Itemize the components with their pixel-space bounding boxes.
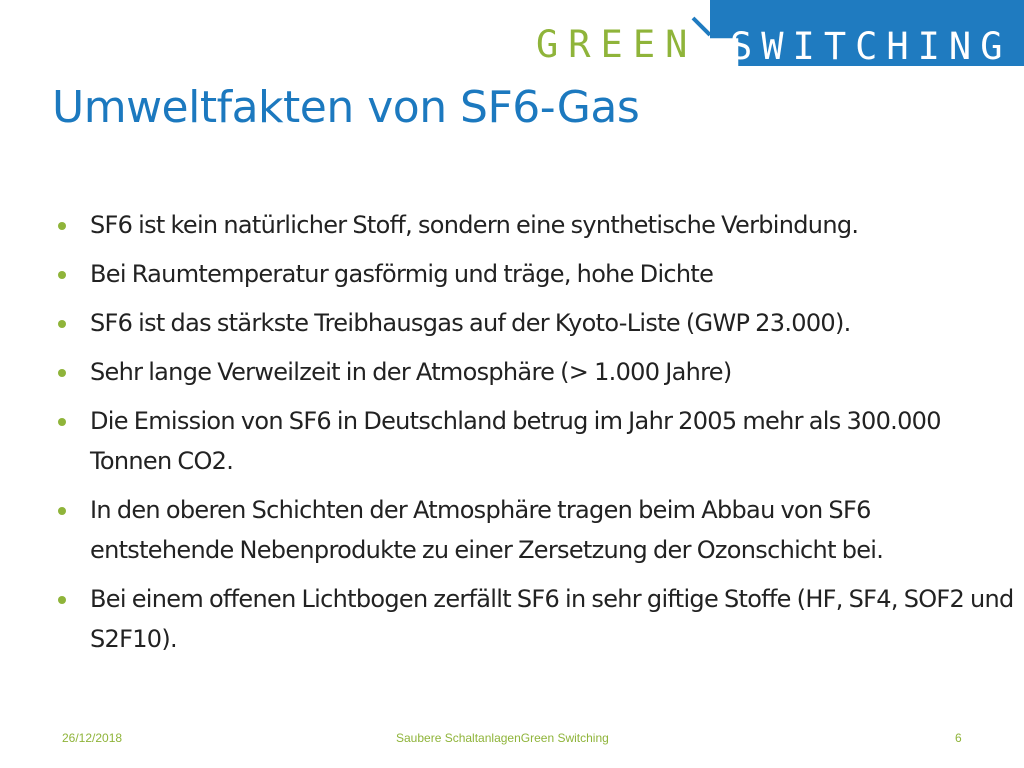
bullet-item — [58, 205, 1018, 245]
bullet-list — [58, 205, 1018, 668]
bullet-text: Sehr lange Verweilzeit in der Atmosphäre (> 1.000 Jahre) — [90, 358, 732, 386]
bullet-item — [58, 490, 1018, 570]
bullet-dot-icon — [58, 596, 66, 604]
bullet-dot-icon — [58, 418, 66, 426]
bullet-item — [58, 254, 1018, 294]
logo-word-green: GREEN — [536, 23, 698, 66]
bullet-dot-icon — [58, 320, 66, 328]
bullet-dot-icon — [58, 271, 66, 279]
bullet-item — [58, 303, 1018, 343]
bullet-dot-icon — [58, 369, 66, 377]
logo-word-switching: SWITCHING — [730, 25, 1012, 68]
green-switching-logo — [530, 0, 1024, 66]
footer-page-number: 6 — [955, 731, 962, 745]
bullet-text: Bei einem offenen Lichtbogen zerfällt SF6 in sehr giftige Stoffe (HF, SF4, SOF2 und S2F10). — [90, 585, 1014, 653]
bullet-text: In den oberen Schichten der Atmosphäre tragen beim Abbau von SF6 entstehende Nebenprodukte zu einer Zersetzung der Ozonschicht bei. — [90, 496, 884, 564]
bullet-item — [58, 401, 1018, 481]
bullet-text: Bei Raumtemperatur gasförmig und träge, hohe Dichte — [90, 260, 714, 288]
bullet-dot-icon — [58, 222, 66, 230]
footer-date: 26/12/2018 — [62, 731, 123, 745]
bullet-text: SF6 ist das stärkste Treibhausgas auf der Kyoto-Liste (GWP 23.000). — [90, 309, 851, 337]
slide-title: Umweltfakten von SF6-Gas — [52, 82, 640, 133]
bullet-text: Die Emission von SF6 in Deutschland betrug im Jahr 2005 mehr als 300.000 Tonnen CO2. — [90, 407, 941, 475]
bullet-dot-icon — [58, 507, 66, 515]
bullet-item — [58, 579, 1018, 659]
footer-title: Saubere SchaltanlagenGreen Switching — [396, 731, 609, 745]
bullet-text: SF6 ist kein natürlicher Stoff, sondern eine synthetische Verbindung. — [90, 211, 859, 239]
bullet-item — [58, 352, 1018, 392]
